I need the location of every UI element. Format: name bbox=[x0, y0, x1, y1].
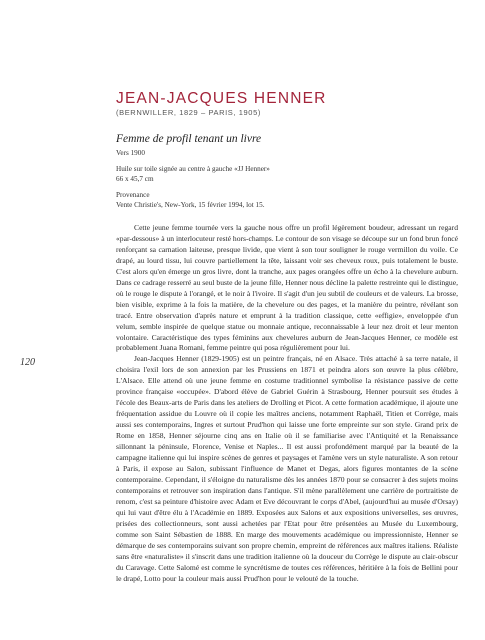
provenance-text: Vente Christie's, New-York, 15 février 1994, lot 15. bbox=[116, 201, 265, 209]
paragraph-1: Cette jeune femme tournée vers la gauche nous offre un profil légèrement boudeur, adressant un regard «par-dessous» à un interlocuteur resté hors-champs. Le contour de son visage se découpe sur un fond brun foncé renforçant sa carnation laiteuse, presque livide, que vient à son tour souligner le rouge vermillon du voile. Ce drapé, au lourd tissu, lui couvre partiellement la tête, laissant voir ses cheveux roux, puis totalement le buste. C'est alors qu'en émerge un gros livre, dont la tranche, aux pages orangées offre un écho à la chevelure auburn. Dans ce cadrage resserré au seul buste de la jeune fille, Henner nous décline la palette restreinte qui le distingue, où le rouge le dispute à l'orangé, et le noir à l'ivoire. Il s'agit d'un jeu subtil de couleurs et de valeurs. La brosse, bien visible, exprime à la fois la matière, de la chevelure ou des pages, et la manière du peintre, révélant son tracé. Entre observation d'après nature et emprunt à la tradition classique, cette «effigie», enveloppée d'un velum, semble inspirée de quelque statue ou monnaie antique, reconnaissable à leur nez droit et leur menton volontaire. Caractéristique des types féminins aux chevelures auburn de Jean-Jacques Henner, ce modèle est probablement Juana Romani, femme peintre qui posa régulièrement pour lui. bbox=[116, 223, 458, 353]
artist-name: JEAN-JACQUES HENNER bbox=[116, 90, 327, 107]
page-number: 120 bbox=[20, 357, 35, 368]
work-dimensions: 66 x 45,7 cm bbox=[116, 175, 154, 183]
work-title: Femme de profil tenant un livre bbox=[116, 133, 262, 145]
body-text bbox=[116, 223, 458, 584]
work-date: Vers 1900 bbox=[116, 149, 145, 157]
paragraph-2: Jean-Jacques Henner (1829-1905) est un peintre français, né en Alsace. Très attaché à sa terre natale, il choisira l'exil lors de son annexion par les Prussiens en 1871 et peindra alors son œuvre la plus célèbre, L'Alsace. Elle attend où une jeune femme en costume traditionnel symbolise la résistance passive de cette province française «occupée». D'abord élève de Gabriel Guérin à Strasbourg, Henner poursuit ses études à l'école des Beaux-arts de Paris dans les ateliers de Drolling et Picot. A cette formation académique, il ajoute une fréquentation assidue du Louvre où il copie les maîtres anciens, notamment Raphaël, Titien et Corrège, mais aussi ses contemporains, Ingres et surtout Prud'hon qui laisse une forte empreinte sur son style. Grand prix de Rome en 1858, Henner séjourne cinq ans en Italie où il se familiarise avec l'Antiquité et la Renaissance sillonnant la péninsule, Florence, Venise et Naples... Il est aussi profondément marqué par la beauté de la campagne italienne qui lui inspire scènes de genres et paysages et l'amène vers un style naturaliste. A son retour à Paris, il expose au Salon, subissant l'influence de Manet et Degas, alors figures montantes de la scène contemporaine. Cependant, il s'éloigne du naturalisme dès les années 1870 pour se consacrer à des sujets moins contemporains et retrouver son inspiration dans l'antique. S'il mène parallèlement une carrière de portraitiste de renom, c'est sa peinture d'histoire avec Adam et Eve découvrant le corps d'Abel, (aujourd'hui au musée d'Orsay) qui lui vaut d'être élu à l'Académie en 1889. Exposées aux Salons et aux expositions universelles, ses œuvres, prisées des collectionneurs, sont aussi achetées par l'Etat pour être présentées au Musée du Luxembourg, comme son Saint Sébastien de 1888. En marge des mouvements académique ou impressionniste, Henner se démarque de ses contemporains suivant son propre chemin, empreint de références aux maîtres italiens. Réaliste sans être «naturaliste» il s'inscrit dans une tradition italienne où la douceur du Corrège le dispute au clair-obscur du Caravage. Cette Salomé est comme le syncrétisme de toutes ces références, héritière à la fois de Bellini pour le drapé, Lotto pour la couleur mais aussi Prud'hon pour le velouté de la touche. bbox=[116, 354, 458, 583]
artist-dates: (BERNWILLER, 1829 – PARIS, 1905) bbox=[116, 108, 261, 117]
work-medium: Huile sur toile signée au centre à gauche «JJ Henner» bbox=[116, 165, 270, 173]
provenance-label: Provenance bbox=[116, 191, 150, 199]
